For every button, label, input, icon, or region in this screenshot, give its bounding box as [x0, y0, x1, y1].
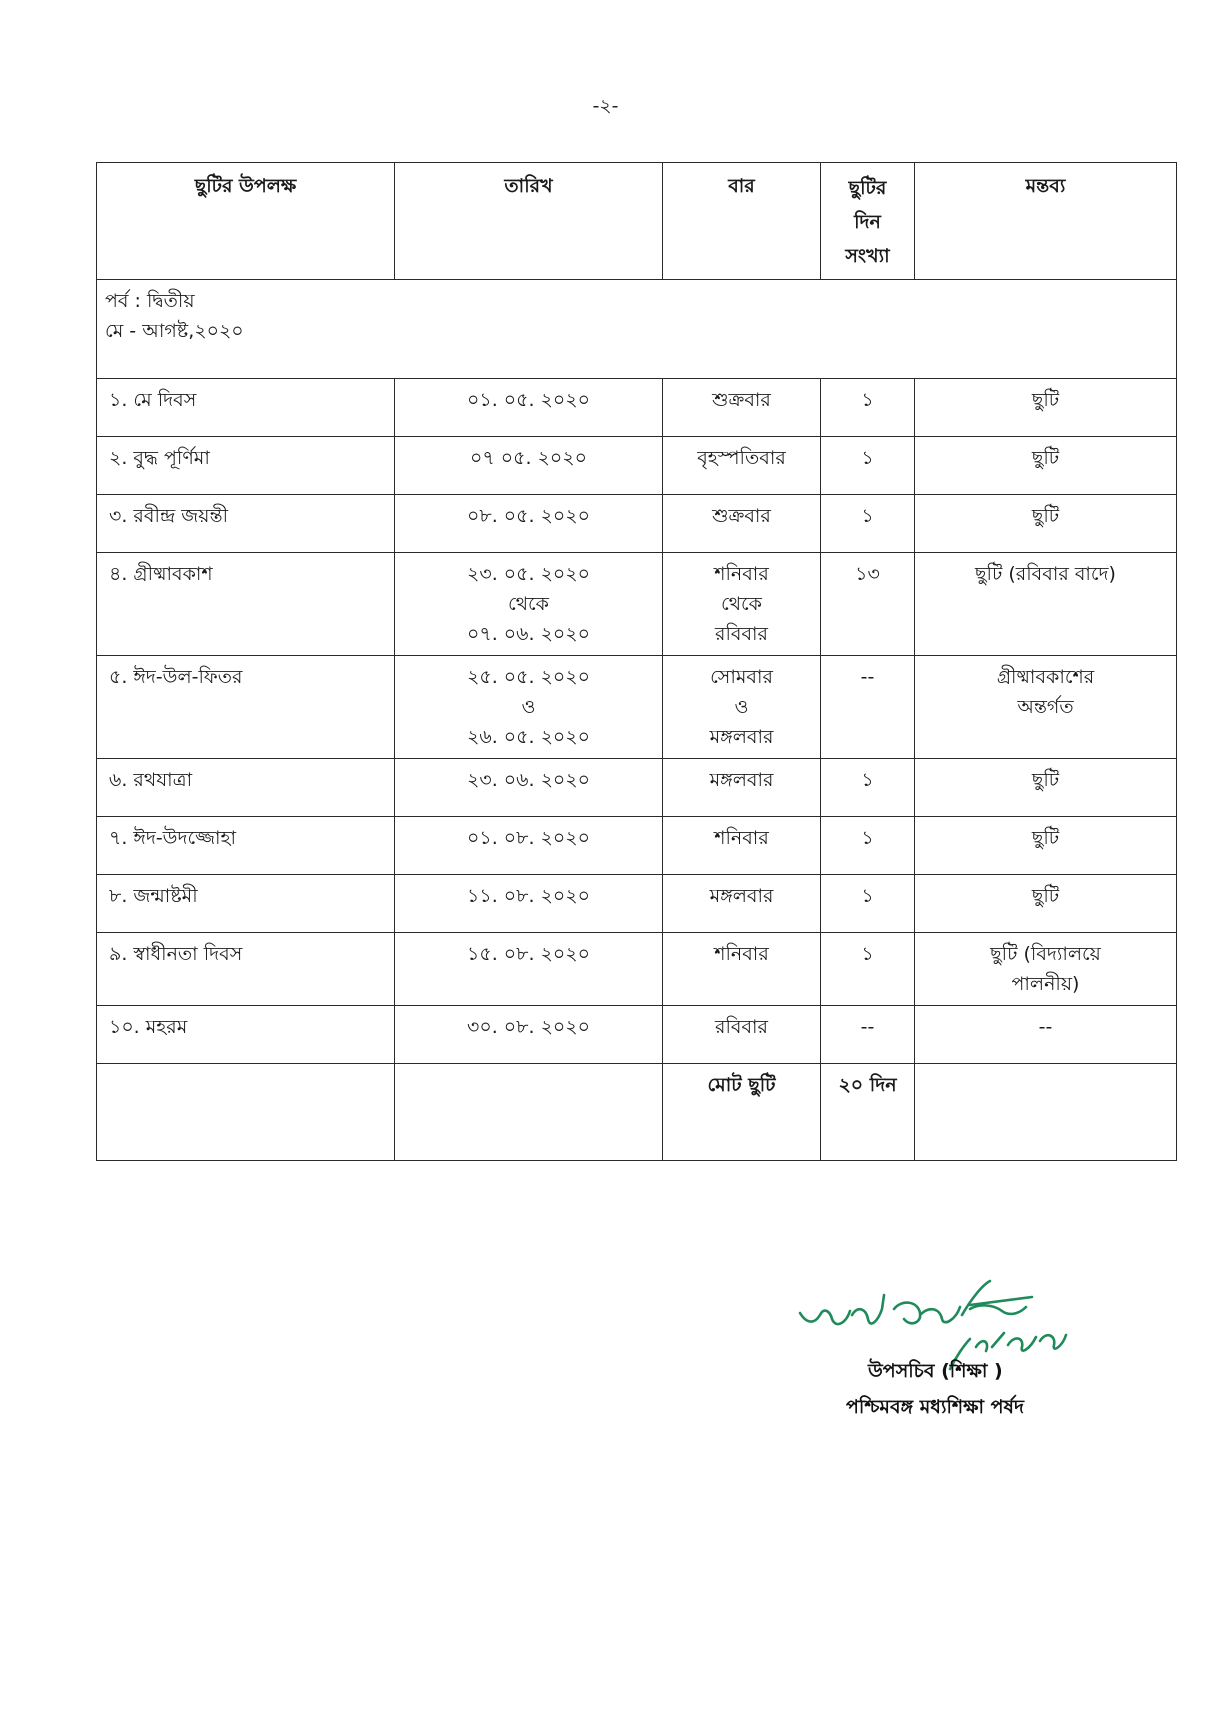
table-row	[97, 875, 1177, 933]
cell-occasion: ১০. মহরম	[97, 1006, 395, 1064]
cell-day: শনিবার	[663, 817, 821, 875]
cell-count: --	[821, 1006, 915, 1064]
cell-count: --	[821, 656, 915, 759]
cell-occasion: ১. মে দিবস	[97, 379, 395, 437]
day-line: মঙ্গলবার	[709, 726, 774, 748]
remark-line: গ্রীষ্মাবকাশের	[996, 666, 1095, 688]
header-day: বার	[663, 163, 821, 280]
cell-count: ১	[821, 495, 915, 553]
cell-remark	[915, 656, 1177, 759]
section-range: মে - আগষ্ট,২০২০	[105, 320, 244, 342]
cell-count: ১	[821, 933, 915, 1006]
cell-occasion: ৫. ঈদ-উল-ফিতর	[97, 656, 395, 759]
total-label: মোট ছুটি	[663, 1064, 821, 1161]
cell-date: ০১. ০৫. ২০২০	[395, 379, 663, 437]
cell-remark: ছুটি (রবিবার বাদে)	[915, 553, 1177, 656]
day-line: ও	[734, 696, 749, 718]
cell-date: ৩০. ০৮. ২০২০	[395, 1006, 663, 1064]
cell-date: ০৮. ০৫. ২০২০	[395, 495, 663, 553]
cell-day: শনিবার	[663, 933, 821, 1006]
day-line: শনিবার	[714, 563, 769, 585]
section-cell	[97, 280, 1177, 379]
cell-occasion: ৮. জন্মাষ্টমী	[97, 875, 395, 933]
total-empty-cell	[395, 1064, 663, 1161]
header-day-count-line: ছুটির	[848, 177, 887, 199]
signatory-title: উপসচিব (শিক্ষা )	[868, 1360, 1003, 1382]
page-number: -২-	[592, 95, 619, 117]
total-row	[97, 1064, 1177, 1161]
remark-line: ছুটি (বিদ্যালয়ে	[990, 943, 1101, 965]
date-line: ২৬. ০৫. ২০২০	[467, 726, 590, 748]
day-line: সোমবার	[710, 666, 773, 688]
total-value: ২০ দিন	[821, 1064, 915, 1161]
cell-count: ১	[821, 759, 915, 817]
cell-remark: ছুটি	[915, 437, 1177, 495]
remark-line: পালনীয়)	[1011, 973, 1080, 995]
table-row	[97, 1006, 1177, 1064]
cell-count: ১	[821, 379, 915, 437]
date-line: থেকে	[508, 593, 549, 615]
signatory-organization: পশ্চিমবঙ্গ মধ্যশিক্ষা পর্ষদ	[846, 1396, 1025, 1418]
cell-occasion: ৭. ঈদ-উদজ্জোহা	[97, 817, 395, 875]
table-row	[97, 495, 1177, 553]
cell-day: শুক্রবার	[663, 379, 821, 437]
cell-date	[395, 656, 663, 759]
header-day-count	[821, 163, 915, 280]
cell-date	[395, 553, 663, 656]
header-day-count-line: সংখ্যা	[845, 245, 890, 267]
day-line: থেকে	[721, 593, 762, 615]
header-day-count-line: দিন	[854, 211, 881, 233]
header-remark: মন্তব্য	[915, 163, 1177, 280]
date-line: ২৫. ০৫. ২০২০	[467, 666, 590, 688]
date-line: ০৭. ০৬. ২০২০	[467, 623, 590, 645]
section-row	[97, 280, 1177, 379]
cell-day: রবিবার	[663, 1006, 821, 1064]
cell-remark: ছুটি	[915, 817, 1177, 875]
cell-day: শুক্রবার	[663, 495, 821, 553]
total-empty-cell	[97, 1064, 395, 1161]
cell-day: বৃহস্পতিবার	[663, 437, 821, 495]
cell-day	[663, 656, 821, 759]
holiday-table	[96, 162, 1177, 1161]
table-row	[97, 553, 1177, 656]
table-row	[97, 437, 1177, 495]
cell-day: মঙ্গলবার	[663, 759, 821, 817]
cell-occasion: ৬. রথযাত্রা	[97, 759, 395, 817]
header-date: তারিখ	[395, 163, 663, 280]
remark-line: অন্তর্গত	[1017, 696, 1074, 718]
cell-occasion: ২. বুদ্ধ পূর্ণিমা	[97, 437, 395, 495]
cell-count: ১৩	[821, 553, 915, 656]
cell-occasion: ৯. স্বাধীনতা দিবস	[97, 933, 395, 1006]
day-line: রবিবার	[715, 623, 768, 645]
cell-date: ০৭ ০৫. ২০২০	[395, 437, 663, 495]
cell-remark: ছুটি	[915, 495, 1177, 553]
cell-occasion: ৩. রবীন্দ্র জয়ন্তী	[97, 495, 395, 553]
cell-day	[663, 553, 821, 656]
cell-remark	[915, 933, 1177, 1006]
cell-date: ০১. ০৮. ২০২০	[395, 817, 663, 875]
table-row	[97, 379, 1177, 437]
table-header-row	[97, 163, 1177, 280]
cell-remark: ছুটি	[915, 875, 1177, 933]
cell-date: ১৫. ০৮. ২০২০	[395, 933, 663, 1006]
cell-day: মঙ্গলবার	[663, 875, 821, 933]
total-empty-cell	[915, 1064, 1177, 1161]
cell-count: ১	[821, 817, 915, 875]
cell-occasion: ৪. গ্রীষ্মাবকাশ	[97, 553, 395, 656]
date-line: ২৩. ০৫. ২০২০	[467, 563, 590, 585]
section-title: পর্ব : দ্বিতীয়	[105, 290, 195, 312]
cell-date: ২৩. ০৬. ২০২০	[395, 759, 663, 817]
table-row	[97, 817, 1177, 875]
header-occasion: ছুটির উপলক্ষ	[97, 163, 395, 280]
cell-date: ১১. ০৮. ২০২০	[395, 875, 663, 933]
cell-count: ১	[821, 875, 915, 933]
table-row	[97, 759, 1177, 817]
table-row	[97, 656, 1177, 759]
cell-remark: --	[915, 1006, 1177, 1064]
date-line: ও	[521, 696, 536, 718]
cell-count: ১	[821, 437, 915, 495]
table-row	[97, 933, 1177, 1006]
cell-remark: ছুটি	[915, 759, 1177, 817]
cell-remark: ছুটি	[915, 379, 1177, 437]
